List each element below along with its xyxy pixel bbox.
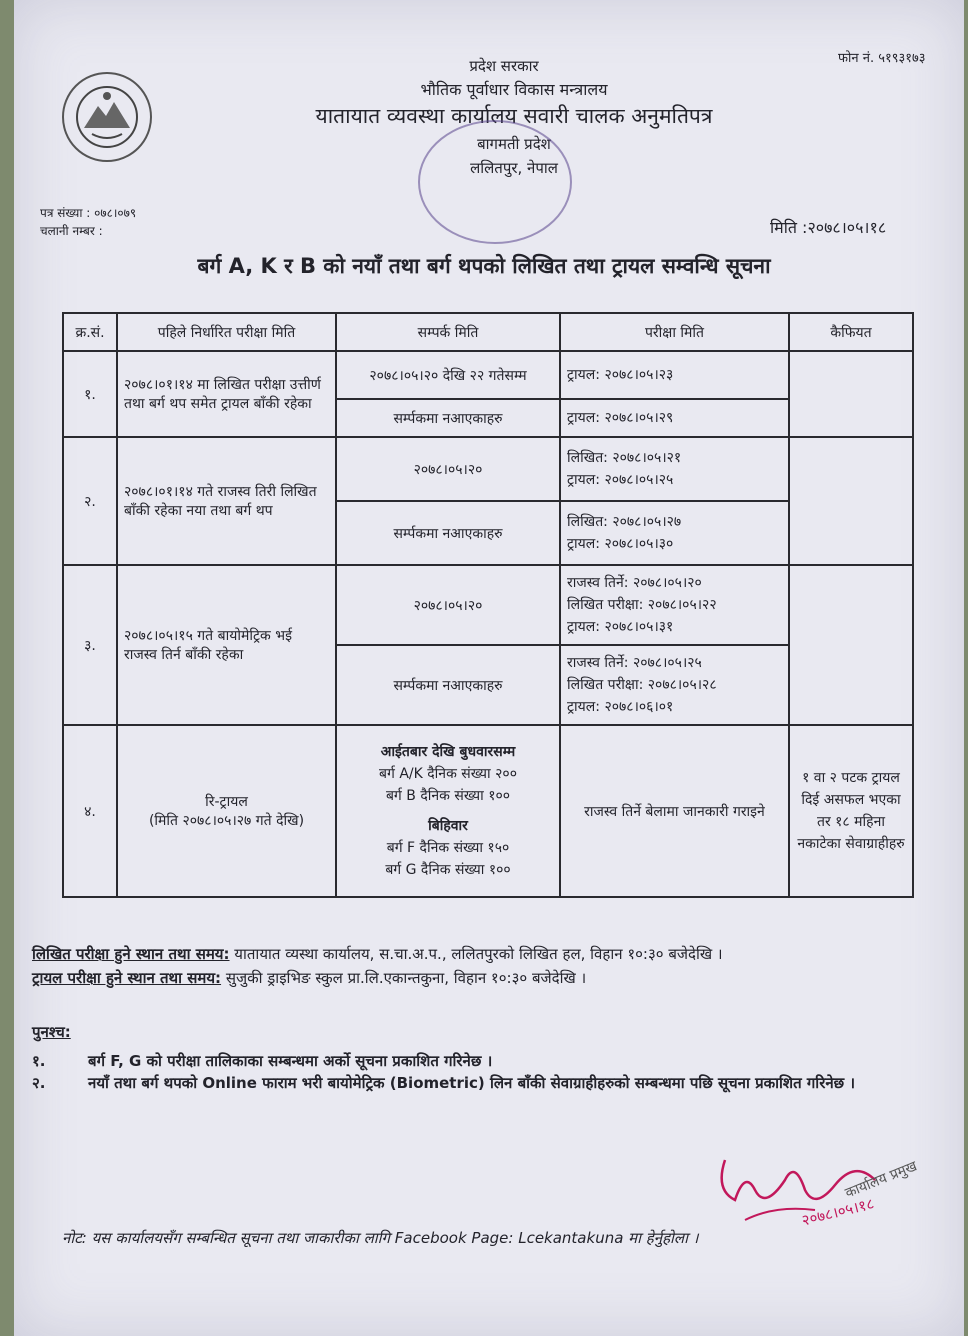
previous-date-cell: २०७८।०५।१५ गते बायोमेट्रिक भई राजस्व तिर्न बाँकी रहेका [117, 565, 336, 725]
ps-list [32, 1050, 942, 1094]
exam-line: ट्रायल: २०७८।०५।२९ [567, 410, 674, 426]
notice-date: मिति :२०७८।०५।१८ [770, 218, 887, 237]
list-item [32, 1050, 942, 1072]
table-header-row [63, 313, 913, 351]
retrial-date: (मिति २०७८।०५।२७ गते देखि) [148, 813, 305, 829]
header-previous-date: पहिले निर्धारित परीक्षा मिति [117, 313, 336, 351]
exam-line: लिखित: २०७८।०५।२७ [567, 514, 682, 530]
office-stamp [418, 120, 572, 244]
schedule-table [62, 312, 914, 898]
exam-date-cell [560, 399, 789, 437]
trial-venue-label: ट्रायल परीक्षा हुने स्थान तथा समय: [32, 969, 222, 987]
ps-item-text: नयाँ तथा बर्ग थपको Online फाराम भरी बायोमेट्रिक (Biometric) लिन बाँकी सेवाग्राहीहरुको सम्बन्धमा पछि सूचना प्रकाशित गरिनेछ । [88, 1074, 856, 1092]
contact-date-cell [336, 725, 560, 897]
contact-date-cell: सर्म्पकमा नआएकाहरु [336, 645, 560, 725]
remarks-cell [789, 565, 913, 725]
header-line-4: बागमती प्रदेश [477, 135, 551, 153]
table-row [63, 437, 913, 501]
written-venue-text: यातायात व्यस्था कार्यालय, स.चा.अ.प., ललितपुरको लिखित हल, विहान १०:३० बजेदेखि । [234, 945, 723, 963]
ps-heading: पुनश्च: [32, 1023, 71, 1041]
previous-date-cell: २०७८।०१।१४ गते राजस्व तिरी लिखित बाँकी रहेका नया तथा बर्ग थप [117, 437, 336, 565]
written-venue [32, 942, 932, 966]
exam-line: लिखित परीक्षा: २०७८।०५।२८ [567, 677, 717, 693]
trial-venue-text: सुजुकी ड्राइभिङ स्कुल प्रा.लि.एकान्तकुना, विहान १०:३० बजेदेखि । [225, 969, 587, 987]
exam-line: ट्रायल: २०७८।०५।२३ [567, 367, 674, 383]
exam-date-cell [560, 501, 789, 565]
exam-line: ट्रायल: २०७८।०५।३१ [567, 619, 674, 635]
remarks-cell [789, 351, 913, 437]
exam-date-cell [560, 565, 789, 645]
retrial-label: रि-ट्रायल [205, 794, 248, 810]
ps-item-number: १. [32, 1052, 46, 1070]
dispatch-number: चलानी नम्बर : [40, 224, 103, 238]
table-row [63, 565, 913, 645]
previous-date-cell: २०७८।०१।१४ मा लिखित परीक्षा उत्तीर्ण तथा बर्ग थप समेत ट्रायल बाँकी रहेका [117, 351, 336, 437]
contact-date-cell: २०७८।०५।२० [336, 565, 560, 645]
header-line-3: यातायात व्यवस्था कार्यालय सवारी चालक अनुमतिपत्र [315, 104, 713, 128]
list-item [32, 1072, 942, 1094]
phone-number: फोन नं. ५१९३१७३ [838, 51, 926, 66]
signatory-title: कार्यालय प्रमुख [842, 1158, 920, 1202]
row-number: १. [63, 351, 117, 437]
exam-date-cell [560, 437, 789, 501]
remarks-cell: १ वा २ पटक ट्रायल दिई असफल भएका तर १८ महिना नकाटेका सेवाग्राहीहरु [789, 725, 913, 897]
exam-line: लिखित: २०७८।०५।२१ [567, 450, 682, 466]
quota-line: बर्ग B दैनिक संख्या १०० [385, 788, 511, 804]
quota-line: बर्ग F दैनिक संख्या १५० [386, 840, 510, 856]
letter-number: पत्र संख्या : ०७८।०७९ [40, 206, 137, 220]
exam-line: ट्रायल: २०७८।०५।३० [567, 536, 674, 552]
exam-date-cell: राजस्व तिर्ने बेलामा जानकारी गराइने [560, 725, 789, 897]
row-number: ३. [63, 565, 117, 725]
header-contact-date: सम्पर्क मिति [336, 313, 560, 351]
notice-title: बर्ग A, K र B को नयाँ तथा बर्ग थपको लिखित तथा ट्रायल सम्वन्धि सूचना [197, 254, 771, 278]
footer-note: नोट: यस कार्यालयसँग सम्बन्धित सूचना तथा जाकारीका लागि Facebook Page: Lcekantakuna मा हेर्नुहोला । [62, 1229, 699, 1247]
written-venue-label: लिखित परीक्षा हुने स्थान तथा समय: [32, 945, 230, 963]
row-number: २. [63, 437, 117, 565]
exam-line: ट्रायल: २०७८।०५।२५ [567, 472, 674, 488]
trial-venue [32, 966, 932, 990]
exam-line: लिखित परीक्षा: २०७८।०५।२२ [567, 597, 717, 613]
contact-date-cell: २०७८।०५।२० [336, 437, 560, 501]
table-row [63, 725, 913, 897]
header-line-1: प्रदेश सरकार [469, 57, 539, 75]
venue-section [32, 942, 932, 990]
quota-line: बर्ग G दैनिक संख्या १०० [385, 862, 511, 878]
header-exam-date: परीक्षा मिति [560, 313, 789, 351]
header-line-5: ललितपुर, नेपाल [470, 159, 558, 177]
table-row [63, 351, 913, 399]
contact-date-cell: २०७८।०५।२० देखि २२ गतेसम्म [336, 351, 560, 399]
remarks-cell [789, 437, 913, 565]
quota-line: बर्ग A/K दैनिक संख्या २०० [379, 766, 517, 782]
weekday-range-heading: आईतबार देखि बुधवारसम्म [380, 744, 516, 760]
exam-line: राजस्व तिर्ने: २०७८।०५।२० [567, 575, 702, 591]
exam-line: राजस्व तिर्ने: २०७८।०५।२५ [567, 655, 702, 671]
ps-label [32, 1022, 71, 1042]
contact-date-cell: सर्म्पकमा नआएकाहरु [336, 501, 560, 565]
exam-date-cell [560, 645, 789, 725]
row-number: ४. [63, 725, 117, 897]
signature-date: २०७८।०५।१८ [799, 1194, 876, 1230]
thursday-heading: बिहिवार [428, 818, 468, 834]
official-signature [705, 1150, 935, 1240]
ps-item-number: २. [32, 1074, 46, 1092]
ps-item-text: बर्ग F, G को परीक्षा तालिकाका सम्बन्धमा अर्को सूचना प्रकाशित गरिनेछ । [88, 1052, 493, 1070]
exam-date-cell [560, 351, 789, 399]
header-line-2: भौतिक पूर्वाधार विकास मन्त्रालय [420, 80, 608, 99]
previous-date-cell [117, 725, 336, 897]
header-remarks: कैफियत [789, 313, 913, 351]
header-serial: क्र.सं. [63, 313, 117, 351]
exam-line: ट्रायल: २०७८।०६।०१ [567, 699, 674, 715]
contact-date-cell: सर्म्पकमा नआएकाहरु [336, 399, 560, 437]
